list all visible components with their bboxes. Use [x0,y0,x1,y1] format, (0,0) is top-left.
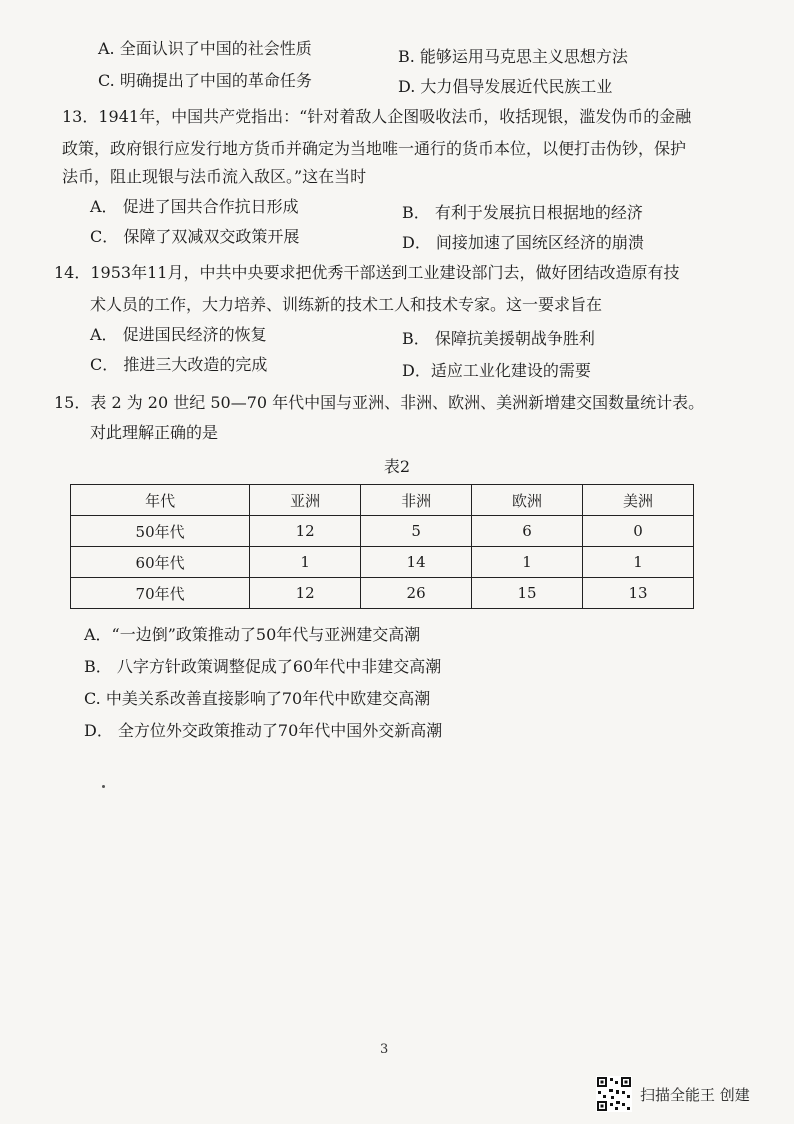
table-header-cell: 亚洲 [250,485,361,516]
q13-option-d: D． 间接加速了国统区经济的崩溃 [402,233,644,252]
table-row [71,578,694,609]
table-header-row [71,485,694,516]
scanner-watermark [596,1076,750,1112]
table-cell: 6 [472,516,583,547]
q14-stem-line-2: 术人员的工作，大力培养、训练新的技术工人和技术专家。这一要求旨在 [90,295,603,314]
q13-option-a: A． 促进了国共合作抗日形成 [90,197,299,216]
table-cell: 1 [472,547,583,578]
table-row [71,516,694,547]
q15-option-c: C. 中美关系改善直接影响了70年代中欧建交高潮 [84,689,431,708]
table-header-cell: 美洲 [583,485,694,516]
q12-option-d: D. 大力倡导发展近代民族工业 [398,77,613,96]
q12-option-a: A. 全面认识了中国的社会性质 [98,39,312,58]
table-cell: 14 [361,547,472,578]
q15-stem-line-2: 对此理解正确的是 [90,423,219,442]
table-row [71,547,694,578]
table-cell: 1 [583,547,694,578]
table-header-cell: 非洲 [361,485,472,516]
table-cell: 1 [250,547,361,578]
scan-speck [102,785,105,788]
qr-code-icon [596,1076,632,1112]
q14-option-c: C． 推进三大改造的完成 [90,355,268,374]
q15-option-a: A．“一边倒”政策推动了50年代与亚洲建交高潮 [84,625,421,644]
q13-stem-line-3: 法币，阻止现银与法币流入敌区。”这在当时 [62,167,367,186]
table-cell: 0 [583,516,694,547]
q13-option-b: B． 有利于发展抗日根据地的经济 [402,203,643,222]
table-caption: 表2 [383,457,411,476]
table-cell: 60年代 [71,547,250,578]
table-cell: 12 [250,578,361,609]
q13-stem-line-1: 13．1941年，中国共产党指出：“针对着敌人企图吸收法币，收括现银，滥发伪币的金融 [62,107,692,126]
q12-option-c: C. 明确提出了中国的革命任务 [98,71,312,90]
q15-option-b: B． 八字方针政策调整促成了60年代中非建交高潮 [84,657,442,676]
diplomacy-statistics-table [70,484,694,609]
watermark-text: 扫描全能王 创建 [640,1085,750,1104]
table-cell: 5 [361,516,472,547]
table-cell: 12 [250,516,361,547]
table-cell: 26 [361,578,472,609]
table-cell: 13 [583,578,694,609]
q15-option-d: D． 全方位外交政策推动了70年代中国外交新高潮 [84,721,443,740]
table-cell: 15 [472,578,583,609]
table-cell: 70年代 [71,578,250,609]
q13-stem-line-2: 政策，政府银行应发行地方货币并确定为当地唯一通行的货币本位，以便打击伪钞，保护 [62,139,687,158]
q14-option-b: B． 保障抗美援朝战争胜利 [402,329,595,348]
table-header-cell: 欧洲 [472,485,583,516]
q14-option-d: D．适应工业化建设的需要 [402,361,591,380]
table-cell: 50年代 [71,516,250,547]
table-header-cell: 年代 [71,485,250,516]
q14-stem-line-1: 14．1953年11月，中共中央要求把优秀干部送到工业建设部门去，做好团结改造原有技 [54,263,680,282]
q13-option-c: C． 保障了双减双交政策开展 [90,227,300,246]
q12-option-b: B. 能够运用马克思主义思想方法 [398,47,628,66]
q15-stem-line-1: 15．表 2 为 20 世纪 50—70 年代中国与亚洲、非洲、欧洲、美洲新增建交国数量统计表。 [54,393,705,412]
page-number: 3 [380,1042,389,1057]
q14-option-a: A． 促进国民经济的恢复 [90,325,267,344]
